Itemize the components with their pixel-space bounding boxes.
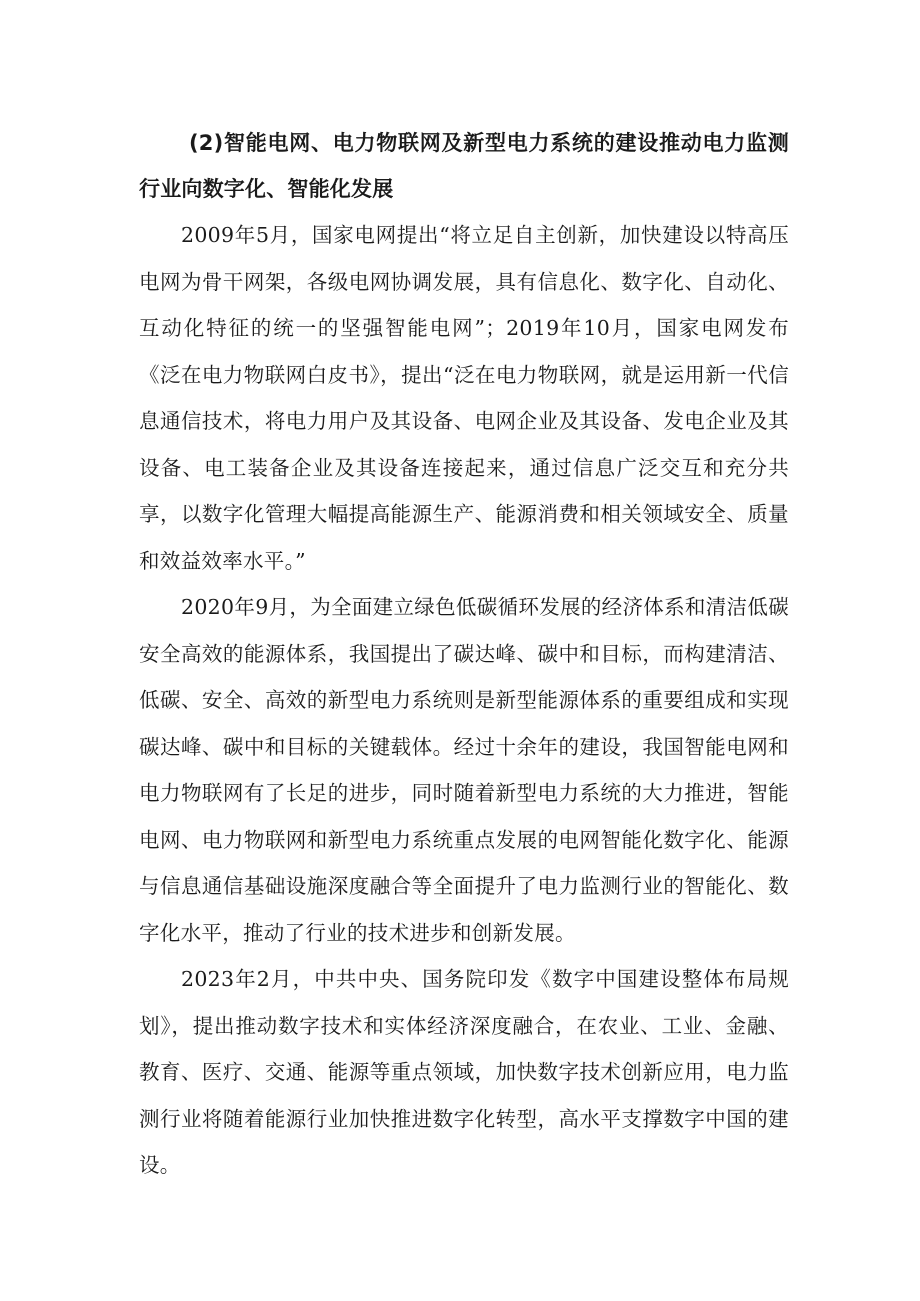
paragraph-2009: 2009年5月，国家电网提出“将立足自主创新，加快建设以特高压电网为骨干网架，各级电网协调发展，具有信息化、数字化、自动化、互动化特征的统一的坚强智能电网”；2019年10月，国家电网发布《泛在电力物联网白皮书》，提出“泛在电力物联网，就是运用新一代信息通信技术，将电力用户及其设备、电网企业及其设备、发电企业及其设备、电工装备企业及其设备连接起来，通过信息广泛交互和充分共享，以数字化管理大幅提高能源生产、能源消费和相关领域安全、质量和效益效率水平。” [139, 223, 789, 573]
paragraph-2023: 2023年2月，中共中央、国务院印发《数字中国建设整体布局规划》，提出推动数字技术和实体经济深度融合，在农业、工业、金融、教育、医疗、交通、能源等重点领域，加快数字技术创新应用，电力监测行业将随着能源行业加快推进数字化转型，高水平支撑数字中国的建设。 [139, 967, 789, 1177]
section-heading: (2)智能电网、电力物联网及新型电力系统的建设推动电力监测行业向数字化、智能化发展 [139, 131, 789, 201]
document-body [139, 120, 789, 1189]
paragraph-2020: 2020年9月，为全面建立绿色低碳循环发展的经济体系和清洁低碳安全高效的能源体系，我国提出了碳达峰、碳中和目标，而构建清洁、低碳、安全、高效的新型电力系统则是新型能源体系的重要组成和实现碳达峰、碳中和目标的关键载体。经过十余年的建设，我国智能电网和电力物联网有了长足的进步，同时随着新型电力系统的大力推进，智能电网、电力物联网和新型电力系统重点发展的电网智能化数字化、能源与信息通信基础设施深度融合等全面提升了电力监测行业的智能化、数字化水平，推动了行业的技术进步和创新发展。 [139, 595, 789, 945]
